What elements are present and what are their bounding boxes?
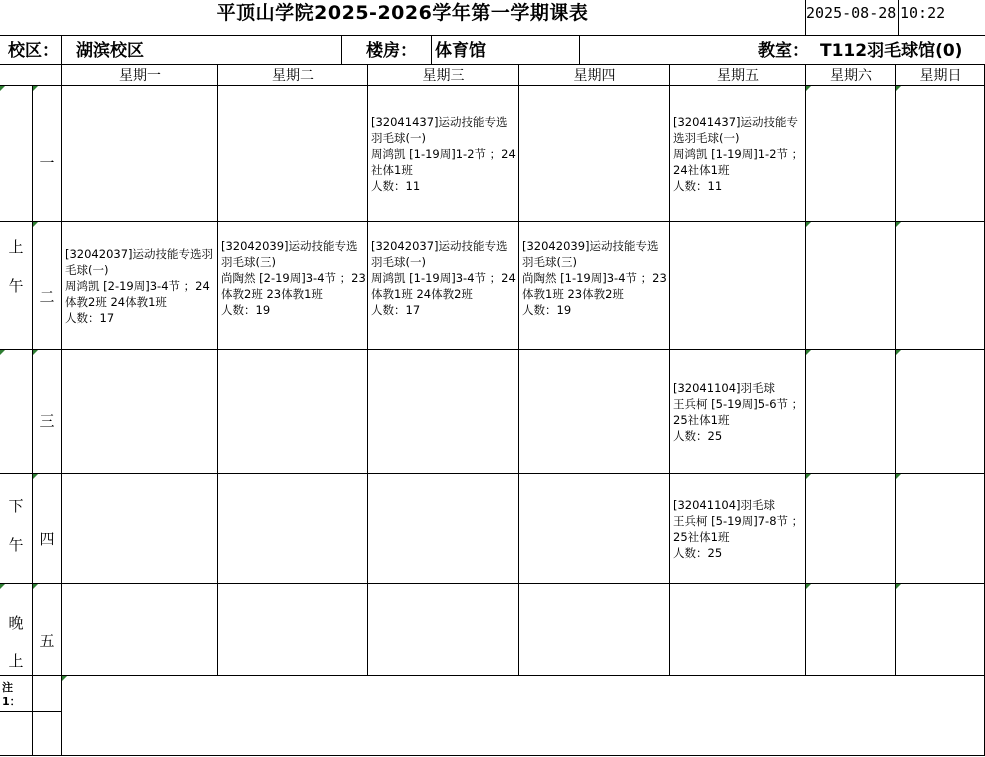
course-cell-p3-fri: [32041104]羽毛球 王兵柯 [5-19周]5-6节 ；25社体1班 人数：25: [673, 381, 804, 443]
day-header-sun: 星期日: [919, 68, 962, 84]
course-cell-p1-wed: [32041437]运动技能专选羽毛球(一) 周鸿凯 [1-19周]1-2节 ；24社体1班 人数：11: [371, 115, 516, 193]
day-header-thu: 星期四: [573, 68, 616, 84]
period-label-1: 一: [39, 154, 55, 172]
print-date: 2025-08-28: [806, 4, 897, 22]
period-label-4: 四: [39, 530, 55, 548]
day-header-fri: 星期五: [717, 68, 759, 84]
period-label-2: 二: [39, 288, 55, 306]
course-cell-p2-mon: [32042037]运动技能专选羽毛球(一) 周鸿凯 [2-19周]3-4节 ；24体教2班 24体教1班 人数：17: [65, 247, 214, 325]
section-morning-char1: 上: [8, 238, 24, 256]
section-afternoon-char2: 午: [8, 536, 24, 554]
section-evening-char2: 上: [8, 652, 24, 670]
day-header-sat: 星期六: [830, 68, 872, 84]
period-label-3: 三: [39, 412, 55, 430]
building-label: 楼房：: [366, 41, 417, 61]
print-time: 10:22: [900, 4, 946, 22]
section-evening-char1: 晚: [8, 614, 24, 632]
section-afternoon-char1: 下: [8, 497, 24, 515]
note-label: 注1：: [2, 681, 21, 708]
campus-value: 湖滨校区: [76, 41, 144, 61]
course-cell-p4-fri: [32041104]羽毛球 王兵柯 [5-19周]7-8节 ；25社体1班 人数：25: [673, 498, 804, 560]
room-label: 教室：: [758, 41, 809, 61]
day-header-mon: 星期一: [119, 68, 161, 84]
building-value: 体育馆: [435, 41, 486, 61]
course-cell-p1-fri: [32041437]运动技能专选羽毛球(一) 周鸿凯 [1-19周]1-2节 ；24社体1班 人数：11: [673, 115, 804, 193]
day-header-tue: 星期二: [272, 68, 314, 84]
period-label-5: 五: [39, 632, 55, 650]
room-value: T112羽毛球馆(0): [820, 41, 963, 61]
course-cell-p2-wed: [32042037]运动技能专选羽毛球(一) 周鸿凯 [1-19周]3-4节 ；24体教1班 24体教2班 人数：17: [371, 239, 516, 317]
page-title: 平顶山学院2025-2026学年第一学期课表: [216, 2, 589, 24]
course-cell-p2-thu: [32042039]运动技能专选羽毛球(三) 尚陶然 [1-19周]3-4节 ；23体教1班 23体教2班 人数：19: [522, 239, 667, 317]
course-cell-p2-tue: [32042039]运动技能专选羽毛球(三) 尚陶然 [2-19周]3-4节 ；23体教2班 23体教1班 人数：19: [221, 239, 366, 317]
section-morning-char2: 午: [8, 277, 24, 295]
day-header-wed: 星期三: [422, 68, 465, 84]
campus-label: 校区：: [8, 41, 59, 61]
